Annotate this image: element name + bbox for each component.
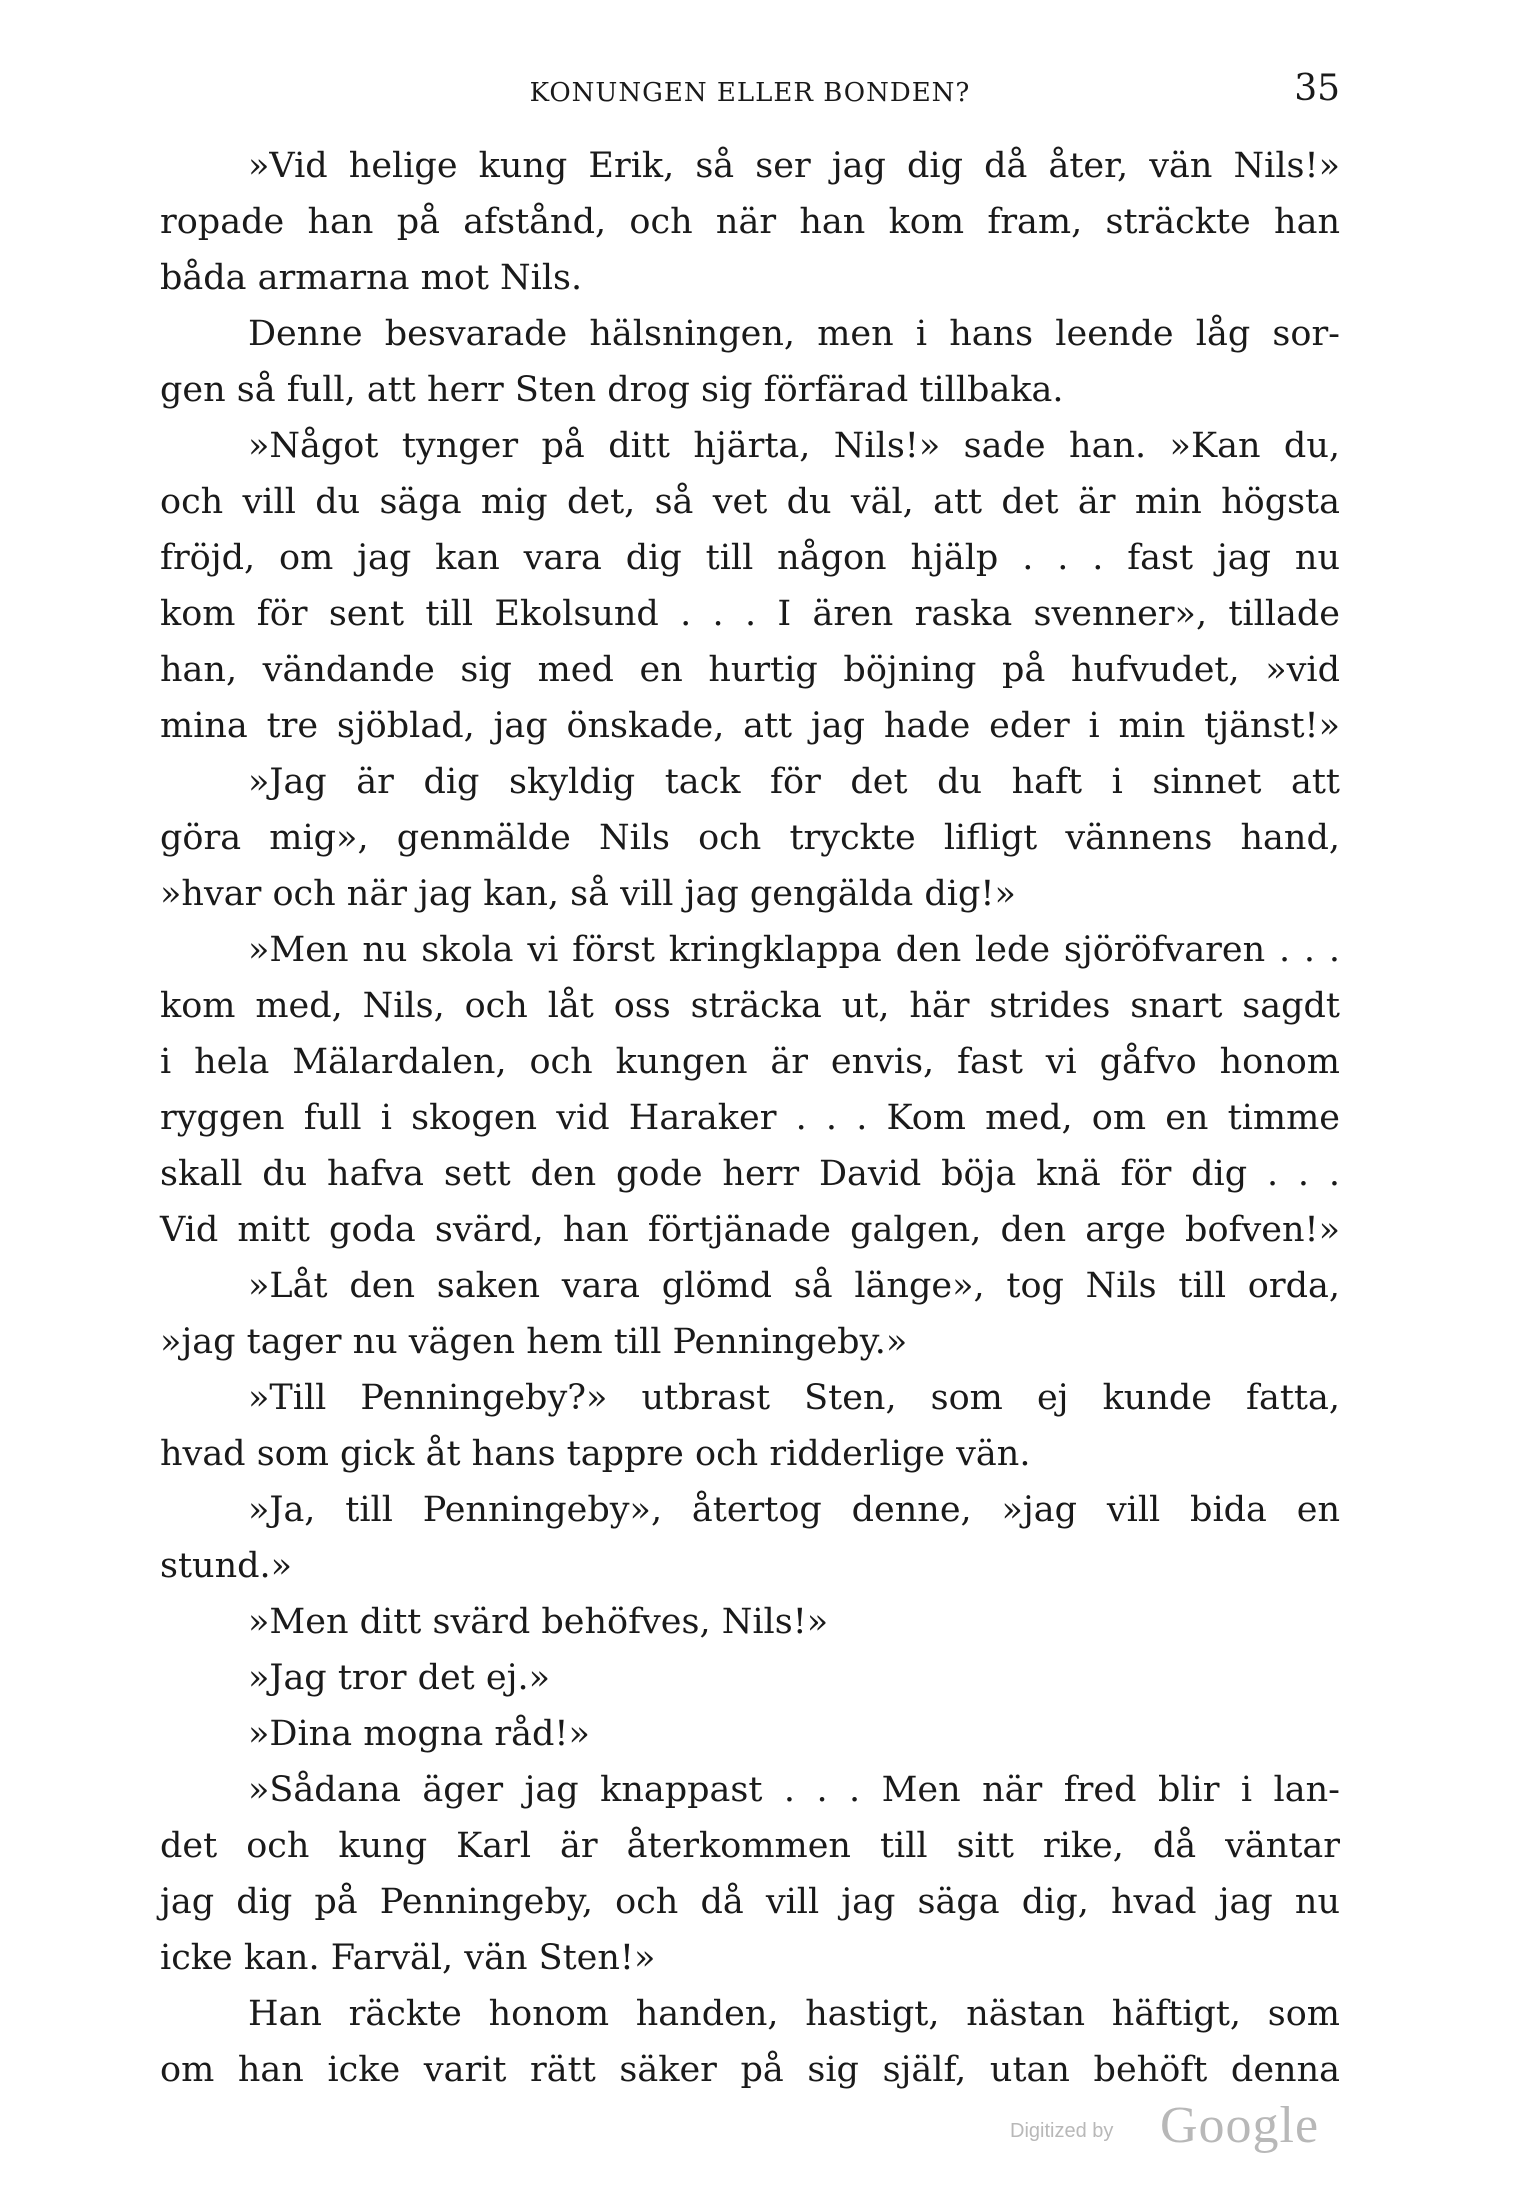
watermark-google-logo: Google: [1160, 2097, 1320, 2154]
text-line: mina tre sjöblad, jag önskade, att jag hade eder i min tjänst!»: [160, 706, 1340, 746]
text-line: »Vid helige kung Erik, så ser jag dig då åter, vän Nils!»: [248, 146, 1340, 186]
text-line: gen så full, att herr Sten drog sig förfärad tillbaka.: [160, 370, 1064, 410]
text-line: göra mig», genmälde Nils och tryckte lifligt vännens hand,: [160, 818, 1340, 858]
text-line: »Något tynger på ditt hjärta, Nils!» sade han. »Kan du,: [248, 426, 1340, 466]
text-line: Han räckte honom handen, hastigt, nästan häftigt, som: [248, 1994, 1340, 2034]
text-line: »hvar och när jag kan, så vill jag gengälda dig!»: [160, 874, 1016, 914]
text-line: »Sådana äger jag knappast . . . Men när fred blir i lan-: [248, 1770, 1340, 1810]
body-text: [160, 138, 1340, 2098]
text-line: om han icke varit rätt säker på sig själf, utan behöft denna: [160, 2050, 1340, 2090]
text-line: ropade han på afstånd, och när han kom fram, sträckte han: [160, 202, 1340, 242]
text-line: »Men ditt svärd behöfves, Nils!»: [248, 1602, 829, 1642]
text-line: kom för sent till Ekolsund . . . I ären raska svenner», tillade: [160, 594, 1340, 634]
page-header: [160, 68, 1340, 112]
text-line: stund.»: [160, 1546, 293, 1586]
text-line: »Ja, till Penningeby», återtog denne, »jag vill bida en: [248, 1490, 1340, 1530]
text-line: »Dina mogna råd!»: [248, 1714, 590, 1754]
text-line: det och kung Karl är återkommen till sitt rike, då väntar: [160, 1826, 1340, 1866]
watermark-digitized-by: Digitized by: [1010, 2120, 1114, 2142]
text-line: jag dig på Penningeby, och då vill jag säga dig, hvad jag nu: [160, 1882, 1340, 1922]
text-line: hvad som gick åt hans tappre och ridderlige vän.: [160, 1434, 1031, 1474]
text-line: kom med, Nils, och låt oss sträcka ut, här strides snart sagdt: [160, 986, 1340, 1026]
text-line: »Jag tror det ej.»: [248, 1658, 550, 1698]
text-line: »Låt den saken vara glömd så länge», tog Nils till orda,: [248, 1266, 1340, 1306]
text-line: i hela Mälardalen, och kungen är envis, fast vi gåfvo honom: [160, 1042, 1340, 1082]
page-number: 35: [1294, 68, 1340, 109]
text-line: icke kan. Farväl, vän Sten!»: [160, 1938, 656, 1978]
text-line: skall du hafva sett den gode herr David böja knä för dig . . .: [160, 1154, 1340, 1194]
text-line: Denne besvarade hälsningen, men i hans leende låg sor-: [248, 314, 1340, 354]
text-line: »Men nu skola vi först kringklappa den lede sjöröfvaren . . .: [248, 930, 1340, 970]
running-title: KONUNGEN ELLER BONDEN?: [529, 78, 971, 108]
text-line: »Jag är dig skyldig tack för det du haft i sinnet att: [248, 762, 1340, 802]
text-line: han, vändande sig med en hurtig böjning på hufvudet, »vid: [160, 650, 1340, 690]
digitized-watermark: [1010, 2097, 1350, 2154]
text-line: »jag tager nu vägen hem till Penningeby.»: [160, 1322, 908, 1362]
text-line: »Till Penningeby?» utbrast Sten, som ej kunde fatta,: [248, 1378, 1340, 1418]
text-line: ryggen full i skogen vid Haraker . . . Kom med, om en timme: [160, 1098, 1340, 1138]
text-line: Vid mitt goda svärd, han förtjänade galgen, den arge bofven!»: [160, 1210, 1340, 1250]
text-line: fröjd, om jag kan vara dig till någon hjälp . . . fast jag nu: [160, 538, 1340, 578]
text-line: båda armarna mot Nils.: [160, 258, 583, 298]
text-line: och vill du säga mig det, så vet du väl, att det är min högsta: [160, 482, 1340, 522]
